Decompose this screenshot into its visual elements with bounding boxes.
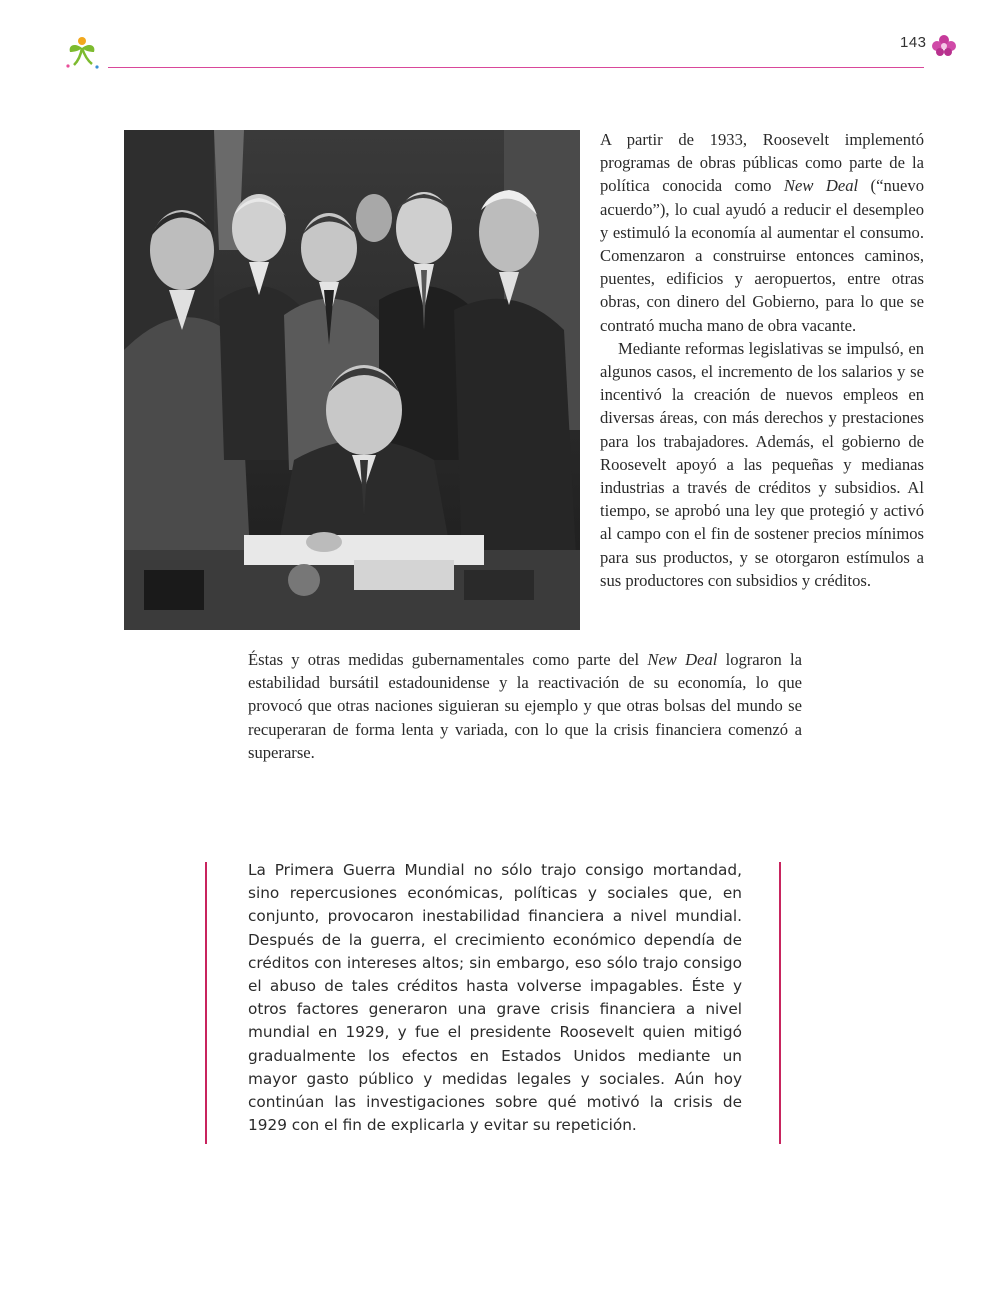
- callout-bar-left: [205, 862, 207, 1144]
- paragraph-reforms: Mediante reformas legislativas se impulsó, en algunos casos, el incremento de los salarios y se incentivó la creación de nuevos empleos en diversas áreas, con más derechos y prestaciones para los trabajadores. Además, el gobierno de Roosevelt apoyó a las pequeñas y medianas industrias a través de créditos y subsidios. Al tiempo, se aprobó una ley que protegió y activó al campo con el fin de sostener precios mínimos para sus productos, y se otorgaron estímulos a sus productores con subsidios y créditos.: [600, 338, 924, 590]
- right-column-text: [600, 128, 924, 592]
- paragraph-text: lograron la estabilidad bursátil estadounidense y la reactivación de su economía, lo que provocó que otras naciones siguieran su ejemplo y que otras bolsas del mundo se recuperaran de forma lenta y variada, con lo que la crisis financiera comenzó a superarse.: [248, 650, 802, 762]
- callout-summary-text: La Primera Guerra Mundial no sólo trajo consigo mortandad, sino repercusiones económicas, políticas y sociales que, en conjunto, provocaron inestabilidad financiera a nivel mundial. Después de la guerra, el crecimiento económico dependía de créditos con intereses altos; sin embargo, eso sólo trajo consigo el abuso de tales créditos hasta volverse impagables. Éste y otros factores generaron una grave crisis financiera a nivel mundial en 1929, y fue el presidente Roosevelt quien mitigó gradualmente los efectos en Estados Unidos mediante un mayor gasto público y medidas legales y sociales. Aún hoy continúan las investigaciones sobre qué motivó la crisis de 1929 con el fin de explicarla y evitar su repetición.: [248, 861, 742, 1135]
- paragraph-new-deal-results: [248, 648, 802, 764]
- paragraph-text: (“nuevo acuerdo”), lo cual ayudó a reducir el desempleo y estimuló la economía al aumentar el consumo. Comenzaron a construirse entonces caminos, puentes, edificios y aeropuertos, entre otras obras, con dinero del Gobierno, para lo que se contrató mucha mano de obra vacante.: [600, 176, 925, 335]
- historical-photo-roosevelt-signing-icon: [124, 130, 580, 630]
- historical-photo-roosevelt-signing: [124, 130, 580, 630]
- paragraph-text: Éstas y otras medidas gubernamentales como parte del: [248, 650, 648, 669]
- paragraph-text: A partir de 1933, Roosevelt implementó programas de obras públicas como parte de la política conocida como: [600, 130, 924, 196]
- new-deal-term: New Deal: [783, 176, 859, 196]
- callout-bar-right: [779, 862, 781, 1144]
- header-divider: [108, 67, 924, 68]
- pink-flower-icon: [930, 33, 958, 57]
- green-flower-person-logo-icon: [62, 32, 102, 72]
- page-number: 143: [900, 34, 927, 51]
- paragraph-new-deal-intro: [600, 128, 924, 337]
- new-deal-term: New Deal: [647, 650, 718, 669]
